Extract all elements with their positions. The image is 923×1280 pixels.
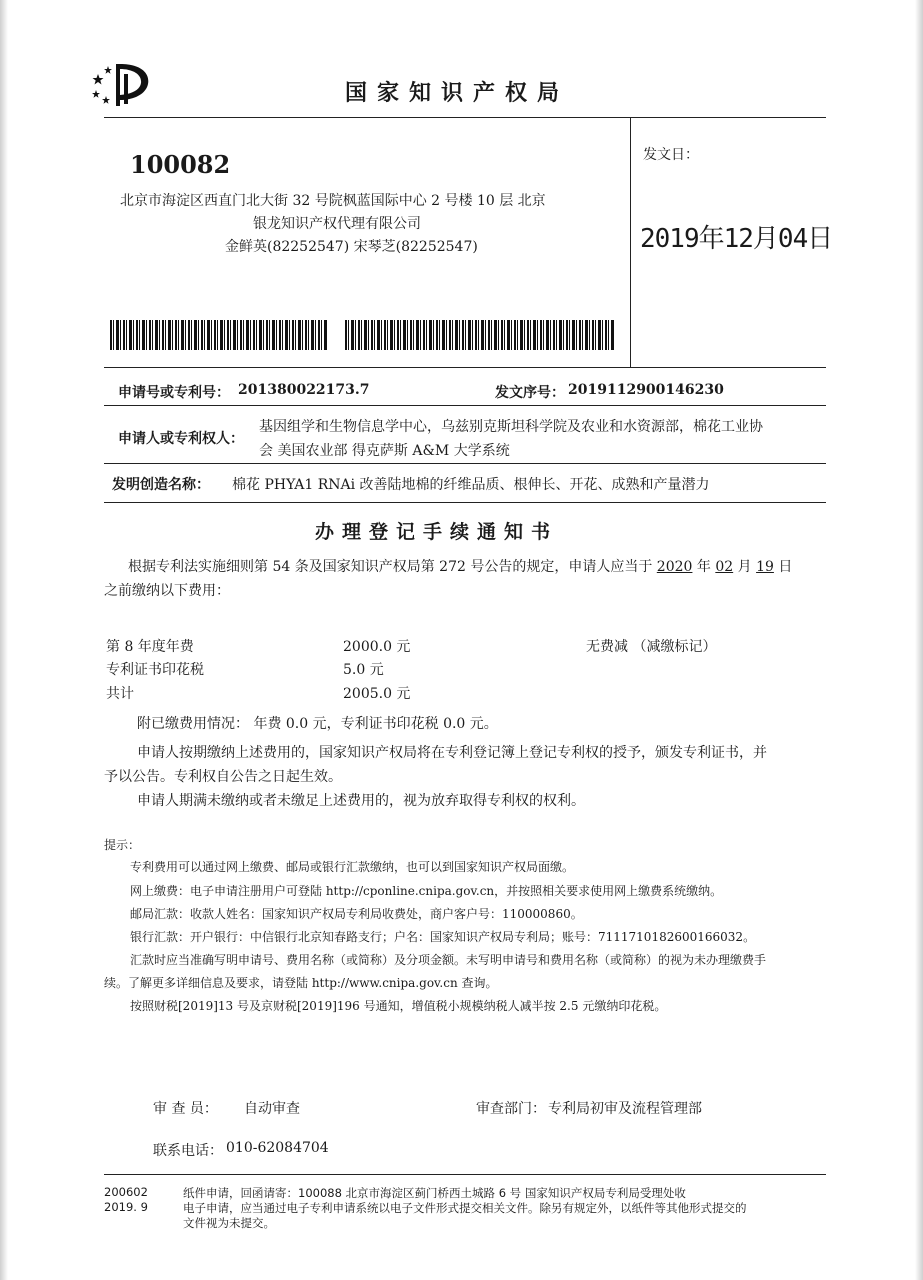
footer-rule [104, 1174, 826, 1175]
hint-line: 邮局汇款：收款人姓名：国家知识产权局专利局收费处，商户客户号：110000860。 [130, 907, 583, 921]
header-rule [104, 117, 826, 118]
case-info-rule-1 [104, 405, 826, 406]
dispatch-date-label: 发文日： [643, 147, 699, 163]
form-date: 2019. 9 [104, 1200, 148, 1214]
phone-value: 010-62084704 [226, 1140, 329, 1156]
barcode-left [110, 320, 328, 350]
hint-line: 银行汇款：开户银行：中信银行北京知春路支行；户名：国家知识产权局专利局；账号：7111710182600166032。 [130, 930, 756, 944]
notice-paragraph-2-line-2: 予以公告。专利权自公告之日起生效。 [104, 769, 342, 785]
hint-line: 网上缴费：电子申请注册用户可登陆 http://cponline.cnipa.gov.cn，并按照相关要求使用网上缴费系统缴纳。 [130, 884, 723, 898]
para1-text: 根据专利法实施细则第 54 条及国家知识产权局第 272 号公告的规定，申请人应当于 [128, 559, 657, 575]
form-code: 200602 [104, 1185, 148, 1199]
phone-label: 联系电话： [153, 1143, 223, 1159]
examiner-value: 自动审查 [244, 1101, 300, 1117]
notice-paragraph-3: 申请人期满未缴纳或者未缴足上述费用的，视为放弃取得专利权的权利。 [137, 793, 585, 809]
case-info-rule-2 [104, 463, 826, 464]
barcode-right [345, 320, 615, 350]
footer-line-1: 纸件申请，回函请寄：100088 北京市海淀区蓟门桥西土城路 6 号 国家知识产权局专利局受理处收 [183, 1186, 686, 1200]
notice-title: 办理登记手续通知书 [315, 521, 559, 543]
fee-row-amount: 5.0 元 [343, 662, 384, 678]
notice-paragraph-1b: 之前缴纳以下费用： [104, 583, 230, 599]
paid-status: 附已缴费用情况： 年费 0.0 元，专利证书印花税 0.0 元。 [137, 716, 498, 732]
fee-row-name: 第 8 年度年费 [106, 639, 194, 655]
applicant-line-2: 会 美国农业部 得克萨斯 A&M 大学系统 [259, 443, 510, 459]
dispatch-date-value: 2019年12月04日 [640, 224, 833, 254]
hint-line: 按照财税[2019]13 号及京财税[2019]196 号通知，增值税小规模纳税人减半按 2.5 元缴纳印花税。 [130, 999, 667, 1013]
applicant-line-1: 基因组学和生物信息学中心，乌兹别克斯坦科学院及农业和水资源部，棉花工业协 [259, 419, 763, 435]
address-block-rule [104, 367, 826, 368]
office-name: 国家知识产权局 [345, 81, 570, 106]
department-label: 审查部门： [476, 1101, 546, 1117]
postcode: 100082 [130, 150, 231, 179]
address-line-2: 银龙知识产权代理有限公司 [253, 216, 421, 232]
department-value: 专利局初审及流程管理部 [548, 1101, 702, 1117]
applicant-label: 申请人或专利权人： [118, 431, 244, 447]
hint-line: 专利费用可以通过网上缴费、邮局或银行汇款缴纳，也可以到国家知识产权局面缴。 [130, 860, 575, 874]
page-edge-right [915, 0, 923, 1280]
fee-row-name: 专利证书印花税 [106, 662, 204, 678]
year-unit: 年 [692, 559, 716, 575]
deadline-year: 2020 [656, 559, 693, 575]
hints-title: 提示： [104, 838, 141, 852]
notice-paragraph-2-line-1: 申请人按期缴纳上述费用的，国家知识产权局将在专利登记簿上登记专利权的授予，颁发专利证书，并 [137, 745, 767, 761]
deadline-day: 19 [756, 559, 774, 575]
cnipa-logo-icon [90, 60, 152, 108]
date-column-divider [630, 117, 631, 367]
dispatch-number-value: 2019112900146230 [568, 382, 724, 398]
dispatch-number-label: 发文序号： [495, 385, 565, 401]
page-edge-left [0, 0, 8, 1280]
fee-row-amount: 2005.0 元 [343, 686, 411, 702]
invention-title-value: 棉花 PHYA1 RNAi 改善陆地棉的纤维品质、根伸长、开花、成熟和产量潜力 [232, 477, 710, 493]
application-number-value: 201380022173.7 [238, 382, 370, 398]
footer-line-2: 电子申请，应当通过电子专利申请系统以电子文件形式提交相关文件。除另有规定外，以纸件等其他形式提交的 [183, 1201, 747, 1215]
examiner-label: 审 查 员： [153, 1101, 218, 1117]
month-unit: 月 [733, 559, 757, 575]
address-line-1: 北京市海淀区西直门北大街 32 号院枫蓝国际中心 2 号楼 10 层 北京 [120, 193, 546, 209]
fee-row-name: 共计 [106, 686, 134, 702]
notice-paragraph-1 [128, 556, 792, 576]
day-unit: 日 [773, 559, 793, 575]
hint-line: 续。了解更多详细信息及要求，请登陆 http://www.cnipa.gov.cn 查询。 [104, 976, 498, 990]
footer-line-3: 文件视为未提交。 [183, 1216, 275, 1230]
hint-line: 汇款时应当准确写明申请号、费用名称（或简称）及分项金额。未写明申请号和费用名称（或简称）的视为未办理缴费手 [130, 953, 767, 967]
invention-title-label: 发明创造名称： [112, 477, 210, 493]
fee-row-amount: 2000.0 元 [343, 639, 411, 655]
case-info-rule-3 [104, 502, 826, 503]
application-number-label: 申请号或专利号： [118, 385, 230, 401]
deadline-month: 02 [715, 559, 734, 575]
fee-row-note: 无费减 （减缴标记） [586, 639, 717, 655]
contact-persons: 金鲜英(82252547) 宋琴芝(82252547) [225, 239, 478, 255]
